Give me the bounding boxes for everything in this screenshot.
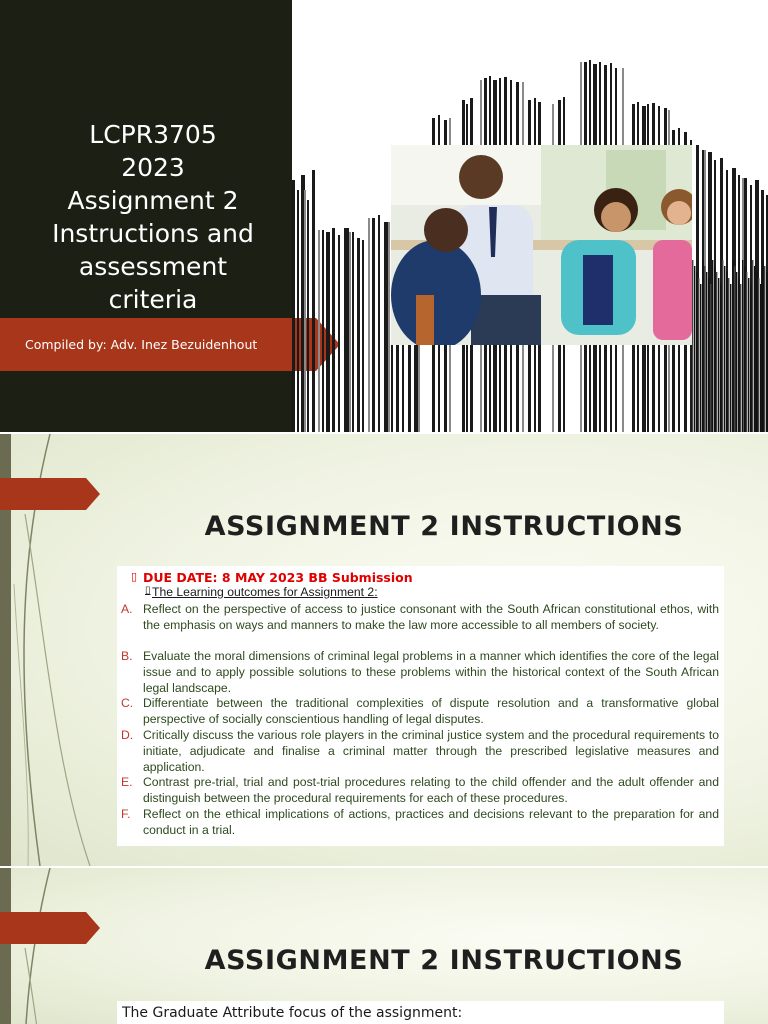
learning-outcomes-box bbox=[117, 566, 724, 846]
barcode-bar bbox=[378, 215, 380, 432]
due-date: ▯ DUE DATE: 8 MAY 2023 BB Submission bbox=[131, 570, 413, 585]
barcode-bar bbox=[722, 260, 723, 432]
outcome-item: E. Contrast pre-trial, trial and post-trial procedures relating to the child offender and the adult offender and distinguish between the procedural requirements for each of these procedures. bbox=[121, 775, 719, 805]
title-slide bbox=[0, 0, 768, 432]
bullet-icon: ▯ bbox=[131, 570, 138, 583]
barcode-bar bbox=[714, 266, 715, 432]
barcode-bar bbox=[357, 238, 360, 432]
barcode-bar bbox=[368, 218, 370, 432]
title-line: LCPR3705 bbox=[89, 120, 217, 149]
barcode-bar bbox=[750, 284, 751, 432]
barcode-bar bbox=[728, 278, 729, 432]
outcome-item: D. Critically discuss the various role players in the criminal justice system and the procedural requirements to initiate, adjudicate and finalise a criminal matter through the prescribed legislative measures and application. bbox=[121, 728, 719, 774]
barcode-bar bbox=[738, 278, 739, 432]
barcode-bar bbox=[740, 284, 741, 432]
outcome-item: F. Reflect on the ethical implications of actions, practices and decisions relevant to the preparation for and conduct in a trial. bbox=[121, 807, 719, 837]
barcode-bar bbox=[362, 240, 364, 432]
barcode-bar bbox=[344, 228, 349, 432]
barcode-bar bbox=[708, 278, 709, 432]
instructions-slide bbox=[0, 434, 768, 866]
graduate-attribute-slide bbox=[0, 868, 768, 1024]
graduate-attribute-box bbox=[117, 1001, 724, 1024]
barcode-bar bbox=[748, 278, 749, 432]
barcode-bar bbox=[712, 260, 713, 432]
barcode-bar bbox=[742, 260, 743, 432]
barcode-bar bbox=[732, 260, 733, 432]
barcode-bar bbox=[704, 266, 705, 432]
barcode-bar bbox=[762, 260, 763, 432]
barcode-bar bbox=[318, 230, 320, 432]
outcome-item: C. Differentiate between the traditional complexities of dispute resolution and a transformative global perspective of socially conscientious handling of legal disputes. bbox=[121, 696, 719, 726]
barcode-bar bbox=[384, 222, 388, 432]
barcode-bar bbox=[696, 272, 697, 432]
slide-title-block bbox=[0, 118, 306, 316]
slide-title: ASSIGNMENT 2 INSTRUCTIONS bbox=[204, 945, 684, 976]
barcode-bar bbox=[754, 266, 755, 432]
barcode-bar bbox=[746, 272, 747, 432]
barcode-bar bbox=[758, 278, 759, 432]
barcode-bar bbox=[338, 235, 340, 432]
barcode-bar bbox=[297, 190, 299, 432]
barcode-bar bbox=[752, 260, 753, 432]
barcode-bar bbox=[726, 272, 727, 432]
title-line: Instructions and bbox=[52, 219, 254, 248]
ribbon-arrow bbox=[0, 478, 100, 510]
classroom-photo bbox=[391, 145, 692, 345]
barcode-bar bbox=[312, 170, 315, 432]
barcode-bar bbox=[307, 200, 309, 432]
barcode-bar bbox=[734, 266, 735, 432]
barcode-bar bbox=[372, 218, 375, 432]
barcode-bar bbox=[700, 284, 701, 432]
barcode-bar bbox=[720, 284, 721, 432]
outcome-item: B. Evaluate the moral dimensions of criminal legal problems in a manner which identifies the core of the legal issue and to apply possible solutions to these problems within the historical context of the South African legal landscape. bbox=[121, 649, 719, 695]
barcode-bar bbox=[760, 284, 761, 432]
barcode-bar bbox=[766, 272, 767, 432]
bullet-icon: ▯ bbox=[145, 585, 151, 596]
outcome-item: A. Reflect on the perspective of access to justice consonant with the South African constitutional ethos, with the emphasis on ways and manners to make the law more accessible to all members of society. bbox=[121, 602, 719, 632]
barcode-bar bbox=[716, 272, 717, 432]
barcode-bar bbox=[694, 266, 695, 432]
barcode-bar bbox=[764, 266, 765, 432]
title-line: 2023 bbox=[121, 153, 185, 182]
barcode-bar bbox=[744, 266, 745, 432]
barcode-bar bbox=[692, 260, 693, 432]
learning-outcomes-heading: ▯ The Learning outcomes for Assignment 2: bbox=[145, 585, 378, 599]
barcode-bar bbox=[698, 278, 699, 432]
barcode-bar bbox=[706, 272, 707, 432]
barcode-bar bbox=[702, 260, 703, 432]
graduate-attribute-text: The Graduate Attribute focus of the assignment: bbox=[122, 1005, 463, 1021]
barcode-bar bbox=[322, 230, 324, 432]
barcode-bar bbox=[710, 284, 711, 432]
compiled-by-text: Compiled by: Adv. Inez Bezuidenhout bbox=[25, 337, 258, 352]
barcode-bar bbox=[349, 232, 351, 432]
barcode-bar bbox=[730, 284, 731, 432]
title-line: Assignment 2 bbox=[67, 186, 239, 215]
title-line: assessment bbox=[78, 252, 228, 281]
barcode-bar bbox=[756, 272, 757, 432]
barcode-bar bbox=[724, 266, 725, 432]
barcode-bar bbox=[352, 232, 354, 432]
barcode-bar bbox=[326, 232, 330, 432]
barcode-bar bbox=[292, 180, 295, 432]
ribbon-arrow bbox=[0, 912, 100, 944]
barcode-bar bbox=[718, 278, 719, 432]
barcode-bar bbox=[332, 228, 335, 432]
barcode-bar bbox=[736, 272, 737, 432]
title-line: criteria bbox=[108, 285, 198, 314]
barcode-bar bbox=[304, 190, 306, 432]
barcode-bar bbox=[388, 222, 390, 432]
slide-title: ASSIGNMENT 2 INSTRUCTIONS bbox=[204, 511, 684, 542]
